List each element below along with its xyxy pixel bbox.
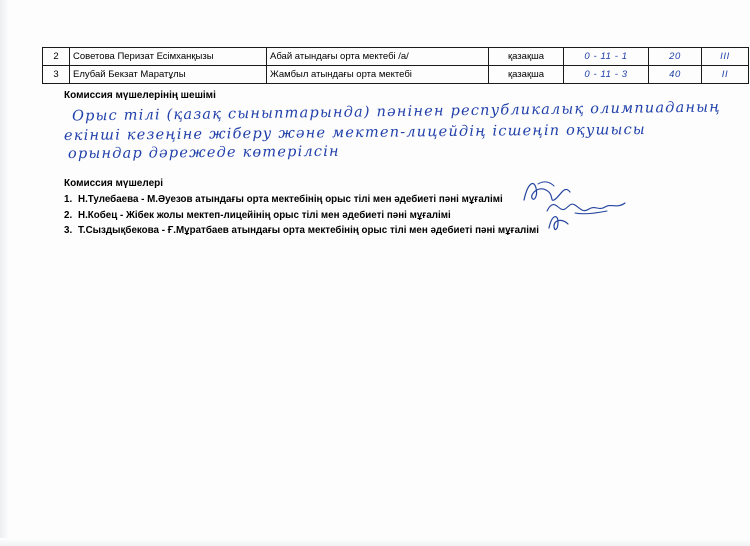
handwritten-decision-block (60, 99, 721, 166)
cell-handwritten-code: 0 - 11 - 1 (564, 48, 649, 66)
cell-handwritten-code: 0 - 11 - 3 (564, 66, 649, 84)
member-text: Н.Тулебаева - М.Әуезов атындағы орта мектебінің орыс тілі мен әдебиеті пәні мұғалімі (78, 194, 503, 205)
members-section-title: Комиссия мүшелері (64, 178, 164, 189)
cell-handwritten-place: III (702, 48, 749, 66)
cell-name: Елубай Бекзат Маратұлы (70, 66, 267, 84)
member-index: 3. (64, 225, 73, 236)
cell-number: 2 (43, 48, 70, 66)
handwritten-line-2: екінші кезеңіне жіберу және мектеп-лицейдің ісшеңіп оқушысы (63, 121, 646, 145)
cell-handwritten-place: II (702, 66, 749, 84)
member-text: Т.Сыздықбекова - Ғ.Мұратбаев атындағы орта мектебінің орыс тілі мен әдебиеті пәні мұғалімі (78, 225, 539, 236)
results-table-wrapper (42, 47, 730, 84)
scan-edge-left (0, 0, 10, 546)
cell-handwritten-score: 20 (649, 48, 702, 66)
member-index: 2. (64, 209, 73, 221)
table-row (43, 66, 749, 84)
cell-school: Жамбыл атындағы орта мектебі (267, 66, 489, 84)
member-text: Н.Кобец - Жібек жолы мектеп-лицейінің орыс тілі мен әдебиеті пәні мұғалімі (78, 209, 451, 221)
decision-section-title: Комиссия мүшелерінің шешімі (64, 90, 216, 101)
cell-handwritten-score: 40 (649, 66, 702, 84)
handwritten-line-3: орындар дәрежеде көтерілсін (67, 143, 340, 163)
table-row (43, 48, 749, 66)
cell-name: Советова Перизат Есімханқызы (70, 48, 267, 66)
member-index: 1. (64, 194, 73, 205)
results-table (42, 47, 749, 84)
cell-language: қазақша (489, 48, 564, 66)
cell-school: Абай атындағы орта мектебі /а/ (267, 48, 489, 66)
handwritten-line-1: Орыс тілі (қазақ сыныптарында) пәнінен республикалық олимпиаданың (71, 99, 721, 125)
scan-edge-bottom (0, 538, 750, 546)
signature-member-3 (546, 212, 606, 232)
cell-number: 3 (43, 66, 70, 84)
cell-language: қазақша (489, 66, 564, 84)
